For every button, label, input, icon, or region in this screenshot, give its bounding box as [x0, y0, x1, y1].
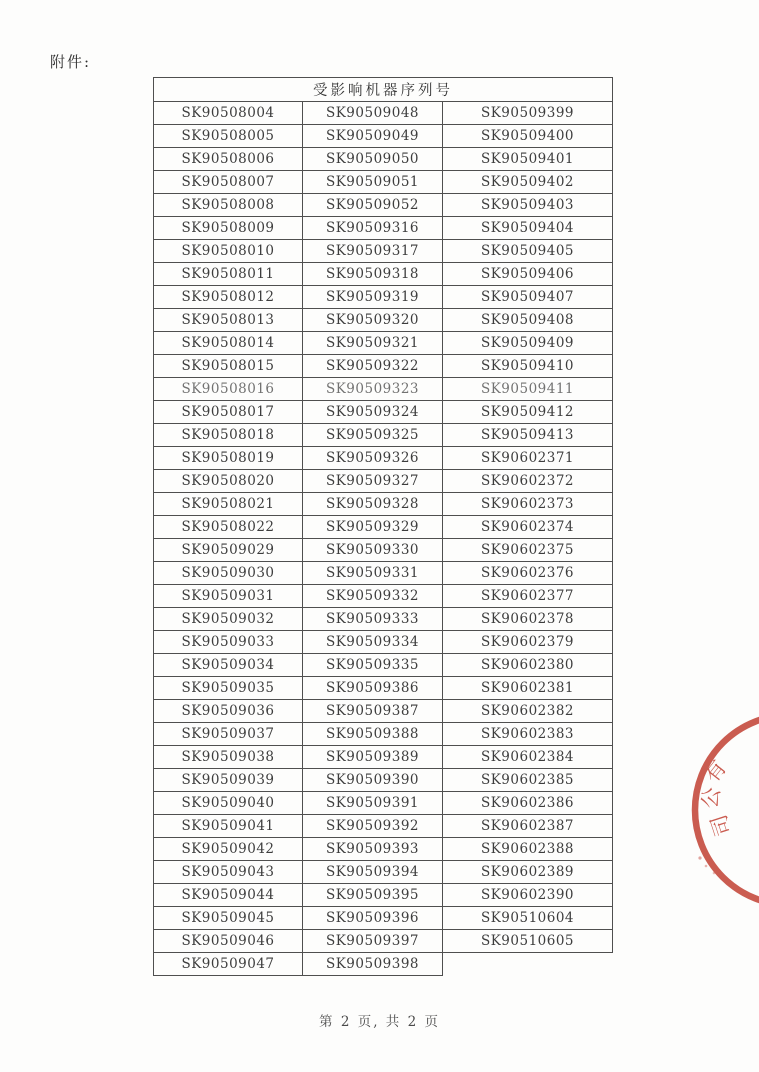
serial-cell: SK90509046	[154, 930, 303, 953]
empty-cell	[443, 953, 613, 976]
serial-cell: SK90602372	[443, 470, 613, 493]
table-row	[154, 861, 613, 884]
table-row	[154, 102, 613, 125]
serial-cell: SK90509327	[303, 470, 443, 493]
serial-cell: SK90509326	[303, 447, 443, 470]
serial-cell: SK90509049	[303, 125, 443, 148]
table-row	[154, 953, 613, 976]
serial-cell: SK90602382	[443, 700, 613, 723]
serial-cell: SK90510605	[443, 930, 613, 953]
table-row	[154, 654, 613, 677]
serial-cell: SK90509328	[303, 493, 443, 516]
serial-cell: SK90602371	[443, 447, 613, 470]
serial-cell: SK90508014	[154, 332, 303, 355]
serial-cell: SK90509031	[154, 585, 303, 608]
serial-cell: SK90508021	[154, 493, 303, 516]
serial-cell: SK90509051	[303, 171, 443, 194]
serial-cell: SK90602375	[443, 539, 613, 562]
serial-cell: SK90509386	[303, 677, 443, 700]
serial-cell: SK90508019	[154, 447, 303, 470]
seal-ink-speck	[713, 872, 716, 875]
serial-cell: SK90508010	[154, 240, 303, 263]
serial-cell: SK90509322	[303, 355, 443, 378]
table-row	[154, 677, 613, 700]
serial-cell: SK90509032	[154, 608, 303, 631]
serial-cell: SK90602387	[443, 815, 613, 838]
serial-cell: SK90509406	[443, 263, 613, 286]
serial-cell: SK90509320	[303, 309, 443, 332]
serial-cell: SK90509404	[443, 217, 613, 240]
table-row	[154, 815, 613, 838]
table-row	[154, 723, 613, 746]
serial-cell: SK90602388	[443, 838, 613, 861]
serial-cell: SK90509317	[303, 240, 443, 263]
serial-cell: SK90509389	[303, 746, 443, 769]
serial-cell: SK90508015	[154, 355, 303, 378]
serial-cell: SK90509039	[154, 769, 303, 792]
serial-cell: SK90509403	[443, 194, 613, 217]
serial-cell: SK90509399	[443, 102, 613, 125]
serial-cell: SK90509391	[303, 792, 443, 815]
serial-cell: SK90509029	[154, 539, 303, 562]
serial-cell: SK90602379	[443, 631, 613, 654]
serial-cell: SK90602377	[443, 585, 613, 608]
attachment-label: 附件:	[50, 53, 92, 71]
serial-cell: SK90509392	[303, 815, 443, 838]
serial-cell: SK90509042	[154, 838, 303, 861]
table-row	[154, 769, 613, 792]
serial-cell: SK90509333	[303, 608, 443, 631]
table-row	[154, 125, 613, 148]
serial-cell: SK90509047	[154, 953, 303, 976]
serial-cell: SK90509407	[443, 286, 613, 309]
table-row	[154, 424, 613, 447]
serial-cell: SK90509045	[154, 907, 303, 930]
serial-cell: SK90509405	[443, 240, 613, 263]
table-row	[154, 240, 613, 263]
serial-cell: SK90508017	[154, 401, 303, 424]
serial-cell: SK90602376	[443, 562, 613, 585]
table-row	[154, 700, 613, 723]
serial-cell: SK90509396	[303, 907, 443, 930]
table-row	[154, 194, 613, 217]
table-row	[154, 309, 613, 332]
table-row	[154, 378, 613, 401]
serial-cell: SK90509044	[154, 884, 303, 907]
serial-cell: SK90602378	[443, 608, 613, 631]
serial-cell: SK90509034	[154, 654, 303, 677]
serial-cell: SK90509043	[154, 861, 303, 884]
serial-cell: SK90602386	[443, 792, 613, 815]
serial-cell: SK90509410	[443, 355, 613, 378]
table-row	[154, 493, 613, 516]
serial-cell: SK90509409	[443, 332, 613, 355]
serial-cell: SK90508005	[154, 125, 303, 148]
table-row	[154, 171, 613, 194]
table-row	[154, 470, 613, 493]
serial-cell: SK90508018	[154, 424, 303, 447]
serial-cell: SK90509041	[154, 815, 303, 838]
table-header-row	[154, 78, 613, 102]
serial-cell: SK90509335	[303, 654, 443, 677]
serial-cell: SK90508013	[154, 309, 303, 332]
table-row	[154, 907, 613, 930]
table-row	[154, 332, 613, 355]
serial-cell: SK90509037	[154, 723, 303, 746]
serial-cell: SK90509388	[303, 723, 443, 746]
serial-cell: SK90509048	[303, 102, 443, 125]
serial-cell: SK90509398	[303, 953, 443, 976]
table-row	[154, 746, 613, 769]
serial-cell: SK90509033	[154, 631, 303, 654]
serial-cell: SK90509334	[303, 631, 443, 654]
serial-cell: SK90602373	[443, 493, 613, 516]
seal-char-3: 司	[706, 811, 736, 840]
table-row	[154, 217, 613, 240]
serial-cell: SK90509040	[154, 792, 303, 815]
serial-cell: SK90509036	[154, 700, 303, 723]
table-row	[154, 884, 613, 907]
serial-cell: SK90602384	[443, 746, 613, 769]
table-row	[154, 355, 613, 378]
serial-cell: SK90509325	[303, 424, 443, 447]
serial-cell: SK90509390	[303, 769, 443, 792]
serial-cell: SK90509394	[303, 861, 443, 884]
serial-cell: SK90509319	[303, 286, 443, 309]
table-row	[154, 401, 613, 424]
serial-cell: SK90509331	[303, 562, 443, 585]
serial-cell: SK90509408	[443, 309, 613, 332]
serial-cell: SK90509316	[303, 217, 443, 240]
serial-cell: SK90509330	[303, 539, 443, 562]
serial-cell: SK90509411	[443, 378, 613, 401]
table-row	[154, 838, 613, 861]
table-row	[154, 585, 613, 608]
serial-cell: SK90508020	[154, 470, 303, 493]
serial-cell: SK90508009	[154, 217, 303, 240]
serial-cell: SK90602381	[443, 677, 613, 700]
company-seal-stamp	[650, 700, 759, 925]
serial-cell: SK90510604	[443, 907, 613, 930]
serial-cell: SK90509030	[154, 562, 303, 585]
serial-cell: SK90508022	[154, 516, 303, 539]
serial-cell: SK90508016	[154, 378, 303, 401]
seal-ink-speck	[698, 856, 701, 859]
serial-number-table	[153, 77, 613, 976]
table-title: 受影响机器序列号	[154, 78, 613, 102]
serial-cell: SK90509397	[303, 930, 443, 953]
serial-cell: SK90508006	[154, 148, 303, 171]
table-row	[154, 447, 613, 470]
serial-cell: SK90509412	[443, 401, 613, 424]
table-row	[154, 631, 613, 654]
table-row	[154, 608, 613, 631]
serial-cell: SK90508011	[154, 263, 303, 286]
serial-cell: SK90509329	[303, 516, 443, 539]
serial-cell: SK90509035	[154, 677, 303, 700]
table-row	[154, 792, 613, 815]
serial-cell: SK90508012	[154, 286, 303, 309]
serial-cell: SK90509324	[303, 401, 443, 424]
serial-cell: SK90509413	[443, 424, 613, 447]
serial-cell: SK90509400	[443, 125, 613, 148]
serial-cell: SK90509402	[443, 171, 613, 194]
serial-cell: SK90509332	[303, 585, 443, 608]
table-row	[154, 930, 613, 953]
seal-ink-speck	[705, 865, 708, 868]
serial-cell: SK90509050	[303, 148, 443, 171]
table-row	[154, 286, 613, 309]
table-row	[154, 562, 613, 585]
serial-cell: SK90509395	[303, 884, 443, 907]
serial-cell: SK90602380	[443, 654, 613, 677]
serial-cell: SK90509318	[303, 263, 443, 286]
serial-cell: SK90509052	[303, 194, 443, 217]
serial-cell: SK90509401	[443, 148, 613, 171]
serial-cell: SK90508008	[154, 194, 303, 217]
serial-cell: SK90508004	[154, 102, 303, 125]
serial-cell: SK90602374	[443, 516, 613, 539]
serial-cell: SK90602389	[443, 861, 613, 884]
serial-cell: SK90509393	[303, 838, 443, 861]
serial-cell: SK90508007	[154, 171, 303, 194]
serial-cell: SK90602383	[443, 723, 613, 746]
table-row	[154, 539, 613, 562]
serial-cell: SK90509038	[154, 746, 303, 769]
seal-char-2: 公	[697, 785, 725, 811]
seal-arc-icon	[695, 715, 759, 905]
serial-cell: SK90602390	[443, 884, 613, 907]
table-row	[154, 516, 613, 539]
serial-cell: SK90602385	[443, 769, 613, 792]
serial-cell: SK90509321	[303, 332, 443, 355]
page-number-footer: 第 2 页, 共 2 页	[319, 1014, 440, 1030]
table-row	[154, 263, 613, 286]
serial-cell: SK90509323	[303, 378, 443, 401]
seal-char-1: 有	[699, 755, 732, 788]
serial-cell: SK90509387	[303, 700, 443, 723]
table-row	[154, 148, 613, 171]
